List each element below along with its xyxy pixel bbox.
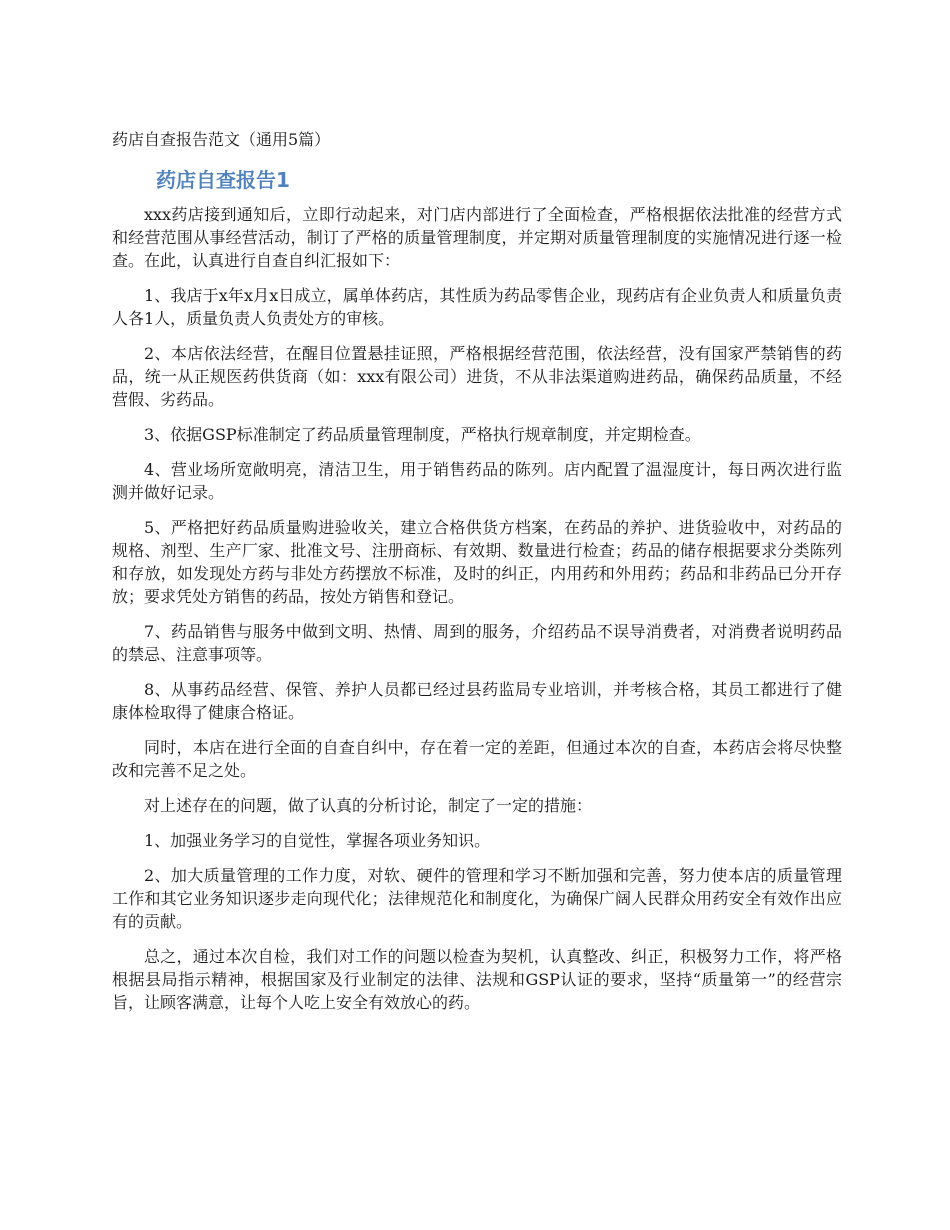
- paragraph: 总之，通过本次自检，我们对工作的问题以检查为契机，认真整改、纠正，积极努力工作，将严格根据县局指示精神，根据国家及行业制定的法律、法规和GSP认证的要求，坚持“质量第一”的经营宗旨，让顾客满意，让每个人吃上安全有效放心的药。: [112, 947, 842, 1012]
- paragraph: 7、药品销售与服务中做到文明、热情、周到的服务，介绍药品不误导消费者，对消费者说明药品的禁忌、注意事项等。: [112, 622, 842, 664]
- document-body: [112, 203, 842, 1026]
- document-title: 药店自查报告范文（通用5篇）: [112, 130, 331, 149]
- section-heading: 药店自查报告1: [156, 168, 290, 192]
- paragraph: 对上述存在的问题，做了认真的分析讨论，制定了一定的措施：: [144, 796, 593, 815]
- paragraph: xxx药店接到通知后，立即行动起来，对门店内部进行了全面检查，严格根据依法批准的经营方式和经营范围从事经营活动，制订了严格的质量管理制度，并定期对质量管理制度的实施情况进行逐一检查。在此，认真进行自查自纠汇报如下：: [112, 205, 842, 270]
- paragraph: 8、从事药品经营、保管、养护人员都已经过县药监局专业培训，并考核合格，其员工都进行了健康体检取得了健康合格证。: [112, 680, 842, 722]
- paragraph: 2、本店依法经营，在醒目位置悬挂证照，严格根据经营范围，依法经营，没有国家严禁销售的药品，统一从正规医药供货商（如：xxx有限公司）进货，不从非法渠道购进药品，确保药品质量，不经营假、劣药品。: [112, 344, 842, 409]
- paragraph: 同时，本店在进行全面的自查自纠中，存在着一定的差距，但通过本次的自查，本药店会将尽快整改和完善不足之处。: [112, 738, 842, 780]
- paragraph: 3、依据GSP标准制定了药品质量管理制度，严格执行规章制度，并定期检查。: [144, 425, 701, 444]
- paragraph: 2、加大质量管理的工作力度，对软、硬件的管理和学习不断加强和完善，努力使本店的质量管理工作和其它业务知识逐步走向现代化；法律规范化和制度化，为确保广阔人民群众用药安全有效作出应有的贡献。: [112, 866, 842, 931]
- paragraph: 1、我店于x年x月x日成立，属单体药店，其性质为药品零售企业，现药店有企业负责人和质量负责人各1人，质量负责人负责处方的审核。: [112, 286, 842, 328]
- paragraph: 4、营业场所宽敞明亮，清洁卫生，用于销售药品的陈列。店内配置了温湿度计，每日两次进行监测并做好记录。: [112, 460, 842, 502]
- paragraph: 1、加强业务学习的自觉性，掌握各项业务知识。: [144, 831, 491, 850]
- paragraph: 5、严格把好药品质量购进验收关，建立合格供货方档案，在药品的养护、进货验收中，对药品的规格、剂型、生产厂家、批准文号、注册商标、有效期、数量进行检查；药品的储存根据要求分类陈列和存放，如发现处方药与非处方药摆放不标准，及时的纠正，内用药和外用药；药品和非药品已分开存放；要求凭处方销售的药品，按处方销售和登记。: [112, 518, 842, 606]
